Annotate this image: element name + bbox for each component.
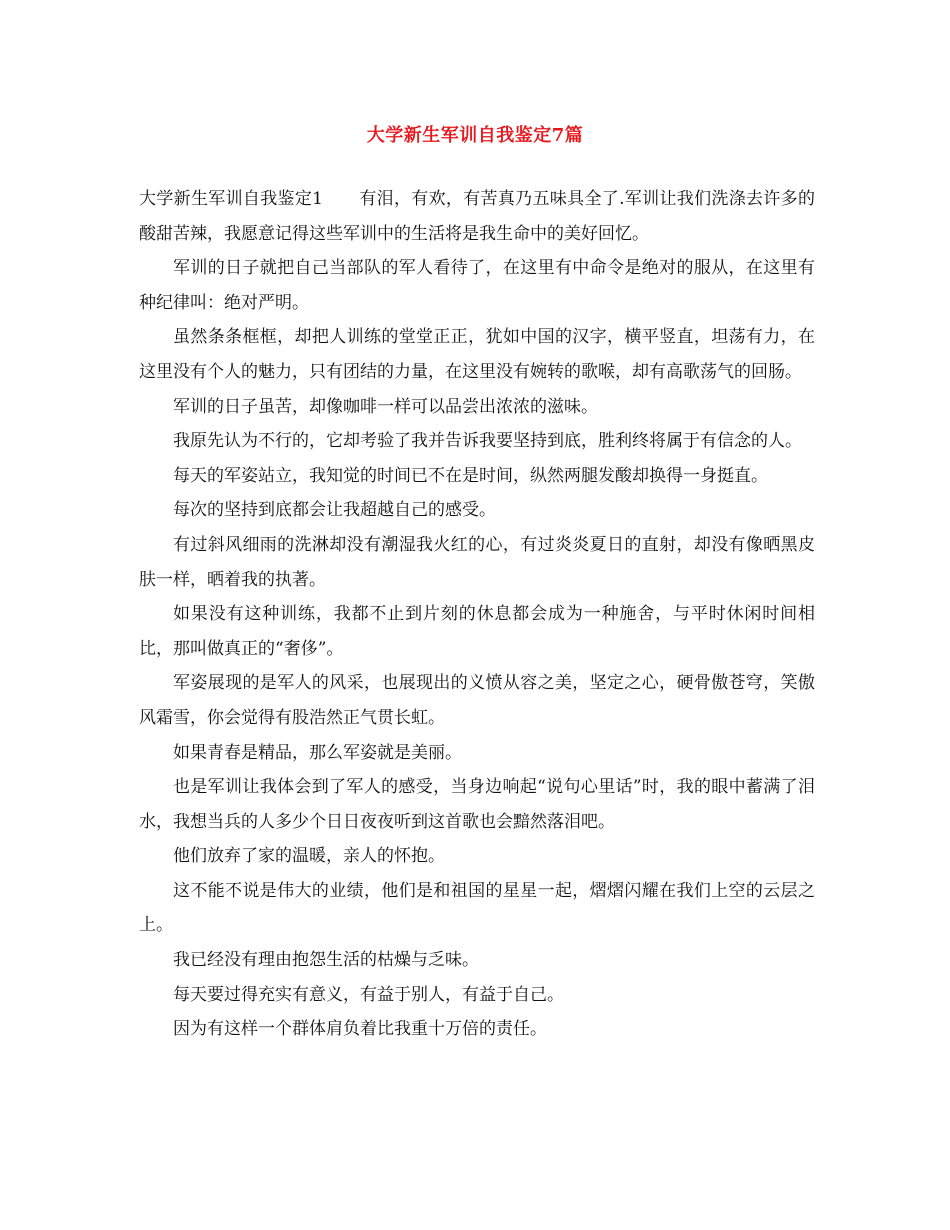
paragraph: 如果没有这种训练，我都不止到片刻的休息都会成为一种施舍，与平时休闲时间相比，那叫做真正的“奢侈”。	[139, 604, 815, 659]
paragraph: 因为有这样一个群体肩负着比我重十万倍的责任。	[173, 1019, 547, 1040]
paragraph: 这不能不说是伟大的业绩，他们是和祖国的星星一起，熠熠闪耀在我们上空的云层之上。	[139, 880, 815, 936]
paragraph: 有过斜风细雨的洗淋却没有潮湿我火红的心，有过炎炎夏日的直射，却没有像晒黑皮肤一样，晒着我的执著。	[139, 534, 815, 590]
paragraph-intro	[139, 182, 815, 251]
paragraph: 如果青春是精品，那么军姿就是美丽。	[173, 742, 462, 763]
paragraph: 军训的日子虽苦，却像咖啡一样可以品尝出浓浓的滋味。	[173, 396, 598, 417]
paragraph: 军姿展现的是军人的风采，也展现出的义愤从容之美，坚定之心，硬骨傲苍穹，笑傲风霜雪，你会觉得有股浩然正气贯长虹。	[139, 673, 815, 728]
paragraph: 我已经没有理由抱怨生活的枯燥与乏味。	[173, 950, 479, 971]
document-body	[139, 182, 815, 1047]
paragraph: 每天的军姿站立，我知觉的时间已不在是时间，纵然两腿发酸却换得一身挺直。	[173, 465, 768, 486]
paragraph: 我原先认为不行的，它却考验了我并告诉我要坚持到底，胜利终将属于有信念的人。	[173, 431, 802, 452]
intro-text: 有泪，有欢，有苦真乃五味具全了.军训让我们洗涤去许多的酸甜苦辣，我愿意记得这些军训中的生活将是我生命中的美好回忆。	[139, 189, 815, 244]
paragraph: 每天要过得充实有意义，有益于别人，有益于自己。	[173, 984, 564, 1005]
paragraph: 也是军训让我体会到了军人的感受，当身边响起“说句心里话”时，我的眼中蓄满了泪水，我想当兵的人多少个日日夜夜听到这首歌也会黯然落泪吧。	[139, 777, 815, 832]
paragraph: 军训的日子就把自己当部队的军人看待了，在这里有中命令是绝对的服从，在这里有种纪律叫：绝对严明。	[139, 258, 815, 313]
document-title: 大学新生军训自我鉴定7篇	[366, 125, 584, 146]
paragraph: 每次的坚持到底都会让我超越自己的感受。	[173, 500, 496, 521]
paragraph: 他们放弃了家的温暖，亲人的怀抱。	[173, 846, 445, 867]
paragraph: 虽然条条框框，却把人训练的堂堂正正，犹如中国的汉字，横平竖直，坦荡有力，在这里没有个人的魅力，只有团结的力量，在这里没有婉转的歌喉，却有高歌荡气的回肠。	[139, 327, 815, 382]
section-heading: 大学新生军训自我鉴定1	[139, 189, 323, 209]
